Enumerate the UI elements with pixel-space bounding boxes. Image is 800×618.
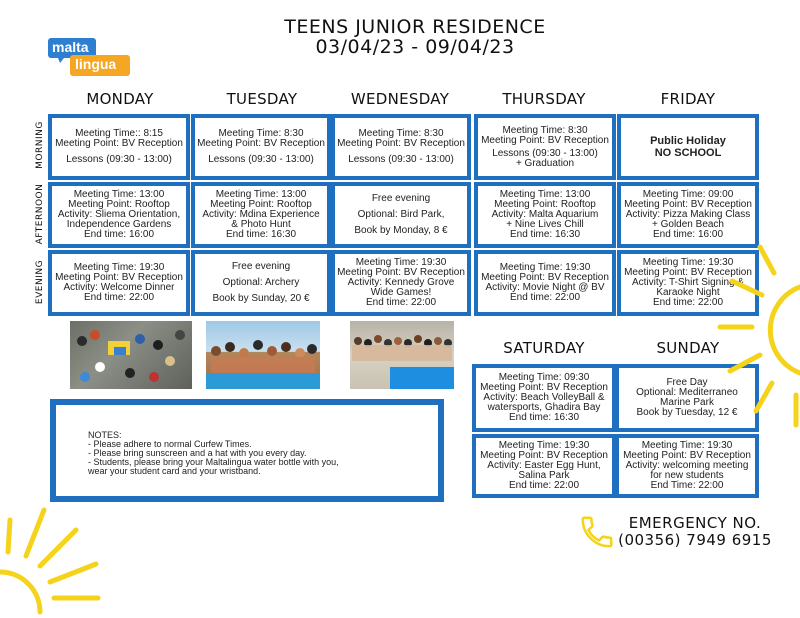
cell-line: Meeting Point: BV Reception (481, 272, 609, 283)
cell-line: Activity: Sliema Orientation, (57, 209, 181, 220)
cell-line: Meeting Point: Rooftop (494, 199, 596, 210)
cell-line: Activity: Beach VolleyBall & (483, 392, 605, 403)
cell-line: End time: 22:00 (83, 292, 155, 303)
notes-line: - Please bring sunscreen and a hat with you every day. (88, 448, 307, 458)
cell-line: Meeting Time: 13:00 (73, 189, 165, 200)
cell-line: Activity: Kennedy Grove (347, 277, 455, 288)
day-header-wednesday: WEDNESDAY (350, 90, 450, 108)
cell-line: Meeting Time: 19:30 (642, 257, 734, 268)
cell-line: + Nine Lives Chill (506, 219, 584, 230)
cell-line: Lessons (09:30 - 13:00) (66, 154, 172, 165)
cell-line: Independence Gardens (66, 219, 172, 230)
cell-line: Meeting Point: BV Reception (337, 267, 465, 278)
notes-line: - Students, please bring your Maltalingua water bottle with you, (88, 457, 339, 467)
cell-line: Salina Park (518, 470, 570, 481)
day-header-sunday: SUNDAY (656, 339, 720, 357)
cell-tuesday-afternoon (191, 182, 331, 248)
cell-tuesday-evening (191, 250, 331, 316)
cell-line: & Photo Hunt (231, 219, 291, 230)
cell-line: Activity: Mdina Experience (202, 209, 320, 220)
cell-line: Book by Sunday, 20 € (212, 293, 310, 304)
cell-line: Meeting Time: 19:30 (73, 262, 165, 273)
cell-line: Marine Park (660, 397, 714, 408)
cell-line: Meeting Point: BV Reception (481, 134, 609, 146)
cell-wednesday-afternoon (331, 182, 471, 248)
emergency-number: (00356) 7949 6915 (618, 531, 772, 549)
cell-sunday-evening (615, 434, 759, 498)
day-header-saturday: SATURDAY (503, 339, 585, 357)
cell-line: End time: 22:00 (365, 297, 437, 308)
cell-line: Lessons (09:30 - 13:00) (348, 154, 454, 165)
cell-line: Activity: welcoming meeting (625, 460, 749, 471)
cell-line: Meeting Point: BV Reception (337, 138, 465, 149)
notes-line: wear your student card and your wristband. (88, 466, 261, 476)
cell-line: Meeting Time: 19:30 (498, 440, 590, 451)
cell-line: End time: 16:00 (83, 229, 155, 240)
cell-line: Meeting Point: BV Reception (480, 382, 608, 393)
cell-line: Wide Games! (370, 287, 432, 298)
cell-line: End time: 22:00 (509, 292, 581, 303)
sun-icon-right (700, 235, 800, 430)
cell-line: Meeting Point: BV Reception (624, 199, 752, 210)
date-range: 03/04/23 - 09/04/23 (315, 36, 515, 58)
row-label-evening: EVENING (35, 259, 45, 305)
cell-line: Meeting Time: 8:30 (218, 128, 304, 139)
maltalingua-logo (48, 38, 132, 84)
cell-line: Optional: Mediterraneo (636, 387, 738, 398)
cell-line: End time: 16:30 (225, 229, 297, 240)
cell-line: Meeting Point: Rooftop (210, 199, 312, 210)
notes-line: - Please adhere to normal Curfew Times. (88, 439, 252, 449)
cell-line: Meeting Time:: 8:15 (75, 128, 163, 139)
cell-saturday-evening (472, 434, 616, 498)
cell-wednesday-evening (331, 250, 471, 316)
cell-line: Meeting Time: 19:30 (499, 262, 591, 273)
cell-line: for new students (650, 470, 724, 481)
sun-icon (0, 490, 130, 618)
cell-line: Public Holiday (650, 135, 726, 147)
photo-group-3 (350, 321, 454, 389)
cell-line: Book by Monday, 8 € (354, 225, 448, 236)
cell-line: Meeting Time: 09:30 (498, 372, 590, 383)
emergency-contact (600, 515, 790, 549)
cell-line: Meeting Point: BV Reception (623, 450, 751, 461)
cell-line: watersports, Ghadira Bay (487, 402, 601, 413)
page-title: TEENS JUNIOR RESIDENCE (284, 16, 546, 38)
cell-line: Activity: T-Shirt Signing & (631, 277, 745, 288)
cell-line: Activity: Welcome Dinner (63, 282, 175, 293)
photo-group-2-graphic (206, 321, 320, 389)
cell-line: Free Day (666, 377, 708, 388)
photo-group-1-graphic (70, 321, 192, 389)
cell-monday-morning (48, 114, 190, 180)
cell-line: Optional: Bird Park, (357, 209, 445, 220)
cell-line: Free evening (371, 193, 431, 204)
cell-wednesday-morning (331, 114, 471, 180)
cell-thursday-evening (474, 250, 616, 316)
cell-line: End time: 16:00 (652, 229, 724, 240)
cell-line: Meeting Point: BV Reception (480, 450, 608, 461)
cell-saturday-day (472, 364, 616, 432)
photo-group-2 (206, 321, 320, 389)
cell-friday-morning (617, 114, 759, 180)
emergency-label: EMERGENCY NO. (628, 514, 762, 532)
cell-line: Lessons (09:30 - 13:00) (492, 147, 598, 159)
cell-line: Meeting Point: BV Reception (55, 272, 183, 283)
cell-line: Activity: Pizza Making Class (625, 209, 751, 220)
notes-box (50, 399, 444, 502)
cell-line: + Graduation (515, 157, 575, 169)
cell-line: Meeting Point: BV Reception (197, 138, 325, 149)
notes-heading: NOTES: (88, 430, 122, 440)
cell-line: Meeting Time: 8:30 (502, 124, 588, 136)
cell-line: Meeting Point: BV Reception (55, 138, 183, 149)
cell-line: Meeting Time: 13:00 (215, 189, 307, 200)
photo-group-3-graphic (350, 321, 454, 389)
day-header-thursday: THURSDAY (502, 90, 586, 108)
cell-line: Optional: Archery (222, 277, 300, 288)
logo-text-malta: malta (52, 39, 89, 55)
cell-line: Meeting Time: 19:30 (355, 257, 447, 268)
cell-line: Free evening (231, 261, 291, 272)
cell-line: End time: 22:00 (652, 297, 724, 308)
cell-line: End time: 22:00 (508, 480, 580, 491)
cell-line: Meeting Time: 8:30 (358, 128, 444, 139)
cell-line: End Time: 22:00 (650, 480, 724, 491)
cell-line: Activity: Malta Aquarium (491, 209, 599, 220)
cell-line: NO SCHOOL (654, 147, 722, 159)
cell-monday-afternoon (48, 182, 190, 248)
cell-thursday-afternoon (474, 182, 616, 248)
row-label-afternoon: AFTERNOON (35, 183, 45, 245)
cell-line: Meeting Point: BV Reception (624, 267, 752, 278)
photo-group-1 (70, 321, 192, 389)
cell-line: Activity: Movie Night @ BV (485, 282, 605, 293)
day-header-tuesday: TUESDAY (226, 90, 298, 108)
cell-line: Karaoke Night (656, 287, 720, 298)
cell-line: + Golden Beach (652, 219, 724, 230)
cell-line: Meeting Time: 19:30 (641, 440, 733, 451)
cell-tuesday-morning (191, 114, 331, 180)
cell-line: Activity: Easter Egg Hunt, (487, 460, 601, 471)
cell-line: Book by Tuesday, 12 € (636, 407, 738, 418)
cell-line: End time: 16:30 (509, 229, 581, 240)
cell-thursday-morning (474, 114, 616, 180)
logo-text-lingua: lingua (75, 56, 117, 72)
cell-line: End time: 16:30 (508, 412, 580, 423)
row-label-morning: MORNING (35, 121, 45, 169)
day-header-monday: MONDAY (86, 90, 154, 108)
cell-line: Meeting Time: 13:00 (499, 189, 591, 200)
day-header-friday: FRIDAY (660, 90, 716, 108)
cell-line: Lessons (09:30 - 13:00) (208, 154, 314, 165)
cell-line: Meeting Point: Rooftop (68, 199, 170, 210)
cell-monday-evening (48, 250, 190, 316)
cell-line: Meeting Time: 09:00 (642, 189, 734, 200)
